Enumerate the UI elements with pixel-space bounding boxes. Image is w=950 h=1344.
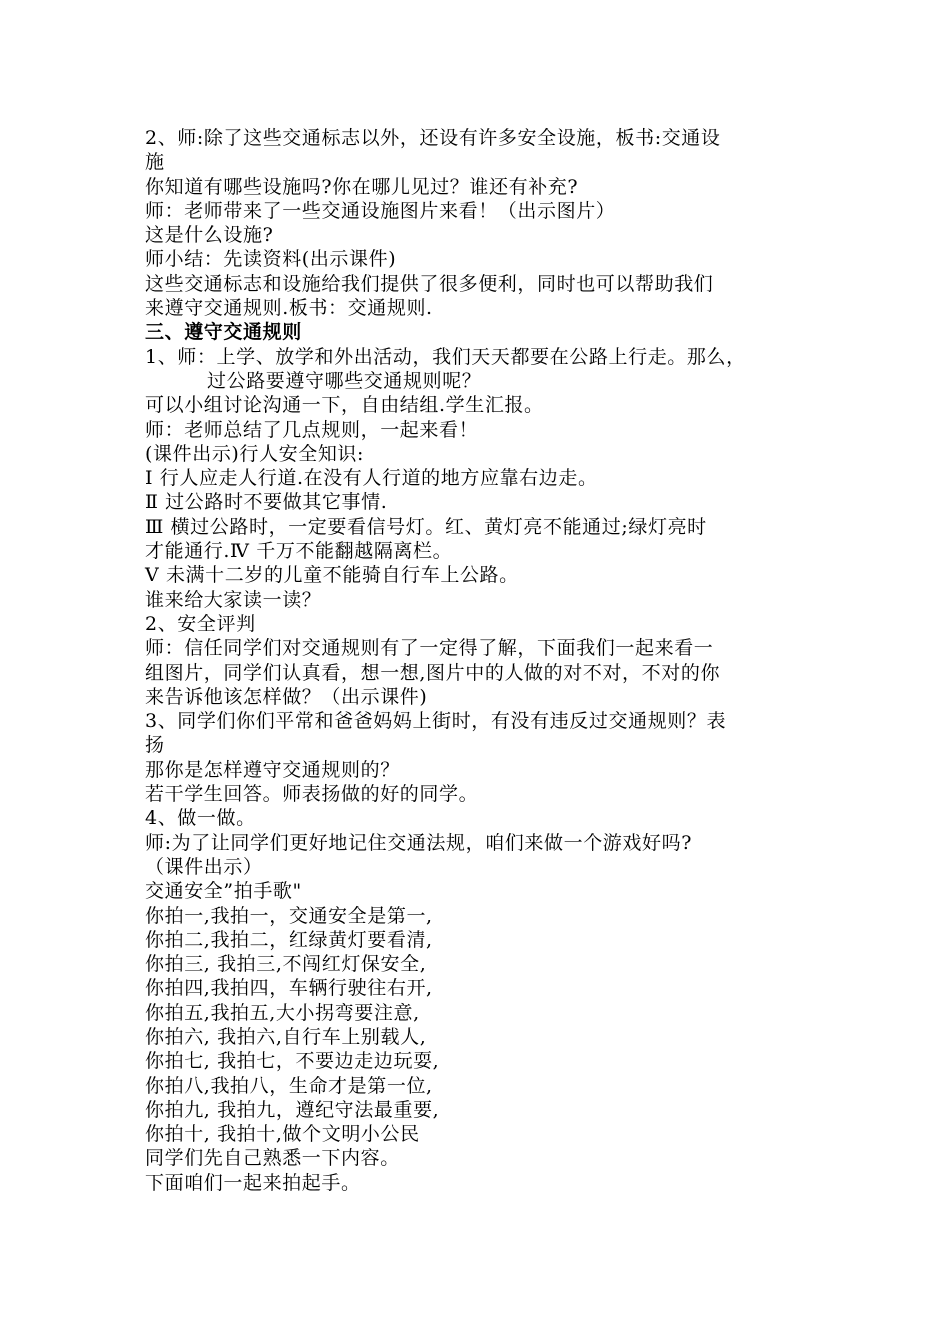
text-line: 交通安全”拍手歌"	[145, 880, 302, 903]
text-line: 那你是怎样遵守交通规则的？	[145, 758, 400, 781]
text-line: 你拍五,我拍五,大小拐弯要注意,	[145, 1001, 420, 1024]
text-line: 来告诉他该怎样做？（出示课件)	[145, 685, 428, 708]
text-line: 这些交通标志和设施给我们提供了很多便利，同时也可以帮助我们	[145, 272, 714, 295]
text-line: 下面咱们一起来拍起手。	[145, 1171, 361, 1194]
text-line: 同学们先自己熟悉一下内容。	[145, 1147, 400, 1170]
text-line: 师：老师总结了几点规则，一起来看！	[145, 418, 479, 441]
text-line: 你知道有哪些设施吗?你在哪儿见过？谁还有补充?	[145, 175, 579, 198]
text-line: 你拍七, 我拍七，不要边走边玩耍,	[145, 1050, 440, 1073]
text-line: （课件出示）	[145, 855, 263, 878]
text-line: 师：老师带来了一些交通设施图片来看！（出示图片）	[145, 199, 616, 222]
text-line: 你拍四,我拍四，车辆行驶往右开,	[145, 977, 433, 1000]
text-line: 师小结：先读资料(出示课件)	[145, 248, 397, 271]
text-line: 师：信任同学们对交通规则有了一定得了解，下面我们一起来看一	[145, 637, 714, 660]
text-line: 组图片，同学们认真看，想一想,图片中的人做的对不对，不对的你	[145, 661, 721, 684]
text-line: 3、同学们你们平常和爸爸妈妈上街时，有没有违反过交通规则？表	[145, 710, 727, 733]
text-line: 你拍三, 我拍三,不闯红灯保安全,	[145, 953, 427, 976]
text-line: 1、师：上学、放学和外出活动，我们天天都要在公路上行走。那么，	[145, 345, 746, 368]
text-line: 来遵守交通规则.板书：交通规则.	[145, 297, 433, 320]
text-line: 你拍八,我拍八，生命才是第一位,	[145, 1074, 433, 1097]
text-line: 扬	[145, 734, 165, 757]
text-line: 若干学生回答。师表扬做的好的同学。	[145, 783, 479, 806]
text-line: Ⅱ 过公路时不要做其它事情.	[145, 491, 388, 514]
text-line: Ⅴ 未满十二岁的儿童不能骑自行车上公路。	[145, 564, 519, 587]
text-line: 可以小组讨论沟通一下，自由结组.学生汇报。	[145, 394, 544, 417]
text-line: 你拍十, 我拍十,做个文明小公民	[145, 1123, 420, 1146]
text-line-indented: 过公路要遵守哪些交通规则呢？	[207, 369, 482, 392]
document-body	[145, 126, 825, 1195]
text-line: Ⅲ 横过公路时，一定要看信号灯。红、黄灯亮不能通过;绿灯亮时	[145, 515, 707, 538]
text-line: 你拍二,我拍二，红绿黄灯要看清,	[145, 928, 433, 951]
text-line: 施	[145, 151, 165, 174]
text-line: (课件出示)行人安全知识:	[145, 442, 365, 465]
section-heading: 三、遵守交通规则	[145, 321, 302, 344]
text-line: 谁来给大家读一读？	[145, 588, 322, 611]
text-line: 师:为了让同学们更好地记住交通法规，咱们来做一个游戏好吗?	[145, 831, 692, 854]
text-line: 你拍九, 我拍九，遵纪守法最重要,	[145, 1098, 440, 1121]
text-line: 2、安全评判	[145, 612, 256, 635]
text-line: 4、做一做。	[145, 807, 256, 830]
text-line: 才能通行.Ⅳ 千万不能翻越隔离栏。	[145, 540, 453, 563]
text-line: 这是什么设施?	[145, 224, 274, 247]
text-line: 你拍一,我拍一，交通安全是第一,	[145, 904, 433, 927]
text-line: 2、师:除了这些交通标志以外，还设有许多安全设施，板书:交通设	[145, 127, 721, 149]
text-line: 你拍六, 我拍六,自行车上别载人,	[145, 1025, 427, 1048]
text-line: Ⅰ 行人应走人行道.在没有人行道的地方应靠右边走。	[145, 467, 598, 490]
